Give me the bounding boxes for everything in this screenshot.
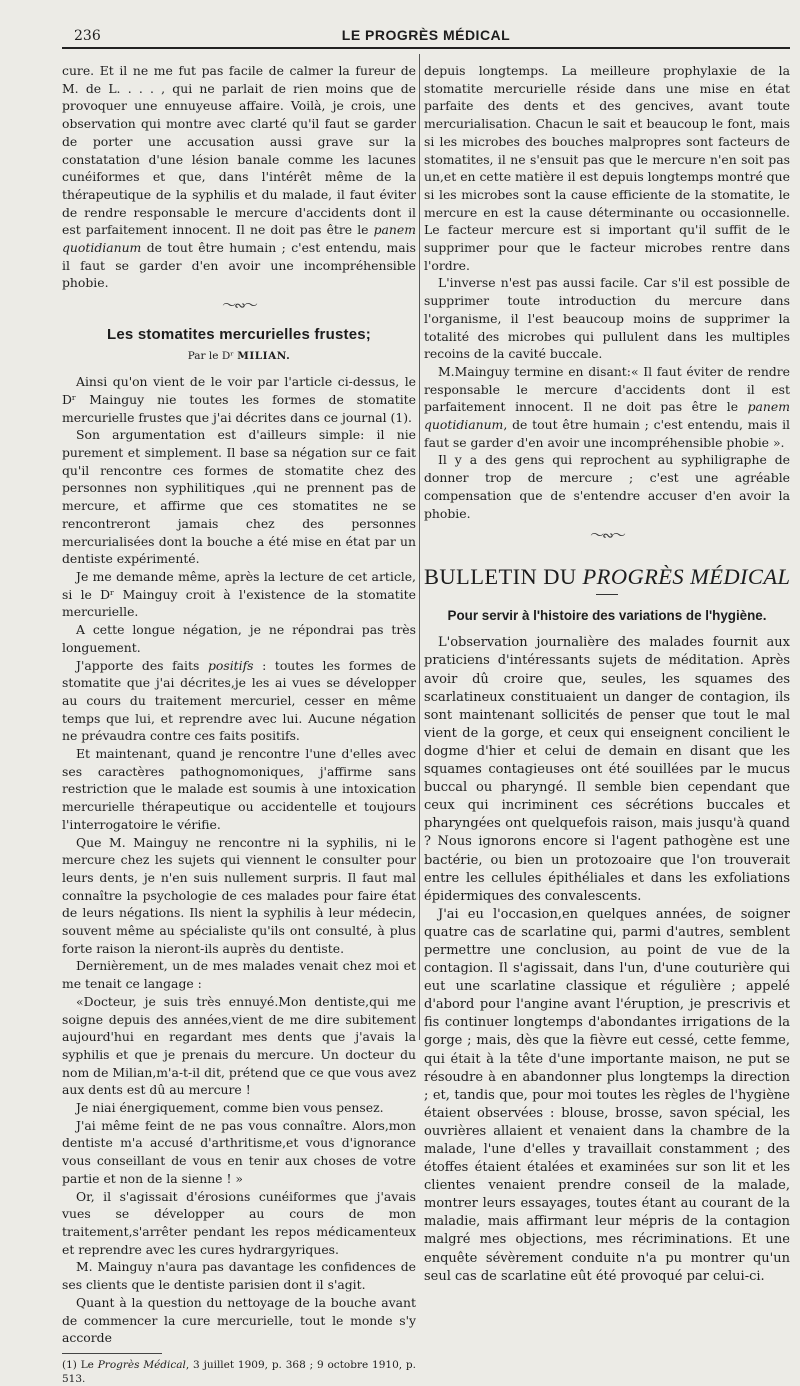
intro-paragraph: cure. Et il ne me fut pas facile de calmer la fureur de M. de L. . . . , qui ne parlait de rien moins que de provoquer une ennuyeuse affaire. Voilà, je crois, une observation qui montre avec clarté qu'il faut se garder de porter une accusation aussi grave sur la constatation d'une lésion banale comme les lacunes cunéiformes et que, dans l'intérêt même de la thérapeutique de la syphilis et du malade, il faut éviter de rendre responsable le mercure d'accidents dont il est parfaitement innocent. Il ne doit pas être le panem quotidianum de tout être humain ; c'est entendu, mais il faut se garder d'en avoir une incompréhensible phobie. [62, 63, 416, 291]
paragraph: J'ai même feint de ne pas vous connaître. Alors,mon dentiste m'a accusé d'arthritisme,et vous d'ignorance vous conseillant de vous en tenir aux choses de votre partie et non de la sienne ! » [62, 1117, 416, 1186]
column-divider [419, 54, 420, 1040]
paragraph: Ainsi qu'on vient de le voir par l'article ci-dessus, le Dʳ Mainguy nie toutes les formes de stomatite mercurielle frustes que j'ai décrites dans ce journal (1). [62, 374, 416, 425]
page-number: 236 [74, 28, 101, 44]
footnote-rule [62, 1353, 162, 1354]
paragraph: depuis longtemps. La meilleure prophylaxie de la stomatite mercurielle réside dans une mise en état parfaite des dents et des gencives, avant toute mercurialisation. Chacun le sait et beaucoup le font, mais si les microbes des bouches malpropres sont facteurs de stomatites, il ne s'ensuit pas que le mercure n'en soit pas un,et en cette matière il est depuis longtemps montré que si les microbes sont la cause efficiente de la stomatite, le mercure en est la cause déterminante ou occasionnelle. Le facteur mercure est si important qu'il suffit de le supprimer pour que le facteur microbes rentre dans l'ordre. [424, 63, 790, 273]
paragraph: Quant à la question du nettoyage de la bouche avant de commencer la cure mercurielle, tout le monde s'y accorde [62, 1294, 416, 1346]
bulletin-rule [596, 594, 618, 595]
footnote: (1) Le Progrès Médical, 3 juillet 1909, p. 368 ; 9 octobre 1910, p. 513. [62, 1358, 416, 1385]
paragraph: Que M. Mainguy ne rencontre ni la syphilis, ni le mercure chez les sujets qui viennent le consulter pour leurs dents, je n'en suis nullement surpris. Il faut mal connaître la psychologie de ces malades pour faire état de leurs négations. Ils nient la syphilis à leur médecin, souvent même au spécialiste qu'ils ont consulté, à plus forte raison la nieront-ils auprès du dentiste. [62, 834, 416, 956]
header-rule [62, 47, 790, 49]
paragraph-conclusion: M.Mainguy termine en disant:« Il faut éviter de rendre responsable le mercure d'accidents dont il est parfaitement innocent. Il ne doit pas être le panem quotidianum, de tout être humain ; c'est entendu, mais il faut se garder d'en avoir une incompréhensible phobie ». [424, 363, 790, 450]
paragraph: Et maintenant, quand je rencontre l'une d'elles avec ses caractères pathognomoniques, j'affirme sans restriction que le malade est soumis à une intoxication mercurielle thérapeutique ou accidentelle et toujours l'interrogatoire le vérifie. [62, 746, 416, 832]
paragraph: M. Mainguy n'aura pas davantage les confidences de ses clients que le dentiste parisien dont il s'agit. [62, 1259, 416, 1293]
paragraph: Je me demande même, après la lecture de cet article, si le Dʳ Mainguy croit à l'existence de la stomatite mercurielle. [62, 568, 416, 620]
byline: Par le Dʳ MILIAN. [187, 349, 291, 362]
bulletin-heading: BULLETIN DU PROGRÈS MÉDICAL [424, 563, 791, 589]
paragraph: Or, il s'agissait d'érosions cunéiformes que j'avais vues se développer au cours de mon traitement,s'arrêter pendant les repos médicamenteux et reprendre avec les cures hydrargyriques. [62, 1188, 416, 1257]
journal-title: LE PROGRÈS MÉDICAL [341, 27, 511, 43]
right-column [424, 62, 790, 1286]
ornament-divider: 〜∾〜 [222, 298, 256, 315]
paragraph: «Docteur, je suis très ennuyé.Mon dentiste,qui me soigne depuis des années,vient de me dire subitement aujourd'hui en regardant mes dents que j'avais la syphilis et que je prenais du mercure. Un docteur du nom de Milian,m'a-t-il dit, prétend que ce que vous avez aux dents est dû au mercure ! [62, 993, 416, 1098]
page-header [62, 26, 790, 46]
left-column [62, 62, 416, 1386]
paragraph: L'observation journalière des malades fournit aux praticiens d'intéressants sujets de méditation. Après avoir dû croire que, seules, les squames des scarlatineux constituaient un danger de contagion, ils sont maintenant sollicités de penser que tout le mal vient de la gorge, et ceux qui enseignent concilient le dogme d'hier et celui de demain en disant que les squames contagieuses ont été souillées par le mucus buccal ou pharyngé. Il semble bien cependant que ceux qui incriminent ces sécrétions buccales et pharyngées ont quelquefois raison, mais jusqu'à quand ? Nous ignorons encore si l'agent pathogène est une bactérie, ou bien un protozoaire que l'on trouverait entre les cellules épithéliales et dans les exfoliations épidermiques des convalescents. [424, 635, 790, 904]
paragraph: A cette longue négation, je ne répondrai pas très longuement. [62, 622, 416, 655]
paragraph-facts: J'apporte des faits positifs : toutes les formes de stomatite que j'ai décrites,je les ai vues se développer au cours du traitement mercuriel, cesser en même temps que lui, et reprendre avec lui. Aucune négation ne prévaudra contre ces faits positifs. [62, 657, 416, 744]
paragraph: Son argumentation est d'ailleurs simple: il nie purement et simplement. Il base sa négation sur ce fait qu'il rencontre ces formes de stomatite chez des personnes non syphilitiques ,qui ne prennent pas de mercure, et affirme que ces stomatites ne se rencontreront jamais chez des personnes mercurialisées dont la bouche a été mise en état par un dentiste expérimenté. [62, 427, 416, 567]
paragraph: L'inverse n'est pas aussi facile. Car s'il est possible de supprimer toute introduction du mercure dans l'organisme, il l'est beaucoup moins de supprimer la totalité des microbes qui pullulent dans les multiples recoins de la cavité buccale. [424, 275, 790, 362]
section-title: Pour servir à l'histoire des variations de l'hygiène. [447, 607, 767, 623]
paragraph: Il y a des gens qui reprochent au syphiligraphe de donner trop de mercure ; c'est une agréable compensation que de s'entendre accuser d'en avoir la phobie. [424, 452, 790, 521]
article-title: Les stomatites mercurielles frustes; [107, 325, 371, 343]
paragraph: J'ai eu l'occasion,en quelques années, de soigner quatre cas de scarlatine qui, parmi d'autres, semblent permettre une conclusion, au point de vue de la contagion. Il s'agissait, dans l'un, d'une couturière qui eut une scarlatine classique et régulière ; appelé d'abord pour l'angine avant l'éruption, je prescrivis et fis continuer longtemps d'abondantes irrigations de la gorge ; mais, dès que la fièvre eut cessé, cette femme, qui était à la tête d'une importante maison, ne put se résoudre à en abandonner plus longtemps la direction ; et, tandis que, pour moi toutes les règles de l'hygiène étaient observées : blouse, brosse, savon spécial, les ouvrières allaient et venaient dans la chambre de la malade, l'une d'elles y travaillait constamment ; des étoffes étaient étalées et examinées sur son lit et les clientes venaient prendre conseil de la malade, montrer leurs essayages, toutes étant au courant de la maladie, mais affirmant leur mépris de la contagion malgré mes objections, mes récriminations. Et une enquête sévèrement conduite n'a pu montrer qu'un seul cas de scarlatine eût été provoqué par celui-ci. [424, 906, 790, 1284]
paragraph: Je niai énergiquement, comme bien vous pensez. [76, 1100, 384, 1116]
ornament-divider: 〜∾〜 [590, 528, 624, 545]
paragraph: Dernièrement, un de mes malades venait chez moi et me tenait ce langage : [62, 958, 416, 992]
